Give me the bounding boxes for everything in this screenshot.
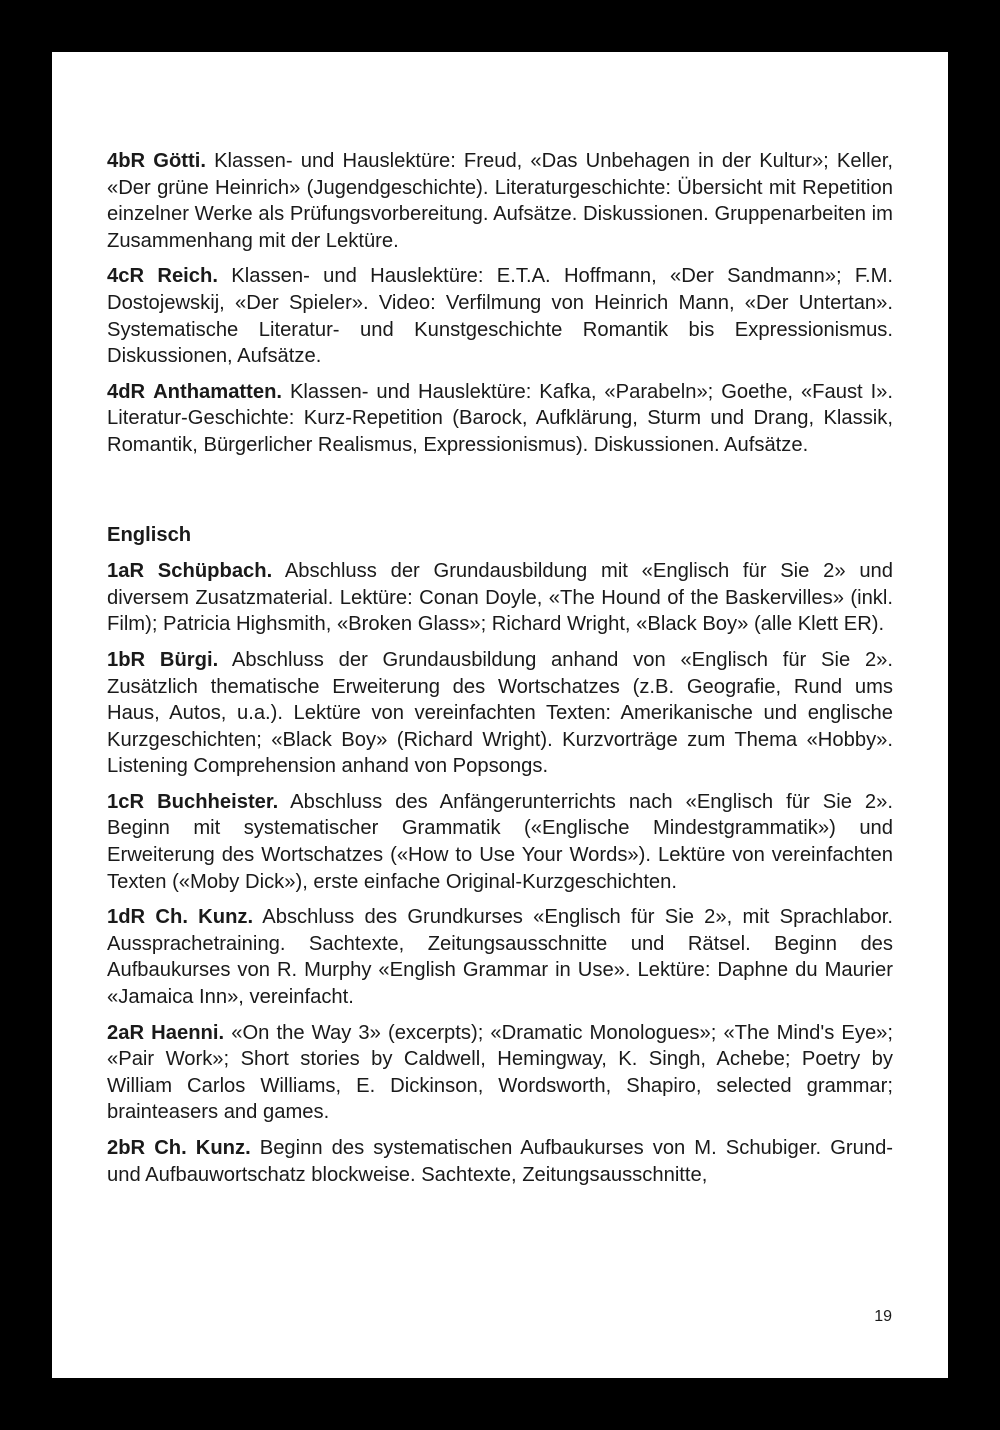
course-entry-2bR bbox=[107, 1135, 893, 1188]
teacher-name: Ch. Kunz. bbox=[154, 1137, 251, 1159]
teacher-name: Reich. bbox=[157, 265, 218, 288]
course-code: 1aR bbox=[107, 560, 145, 583]
section-heading-englisch: Englisch bbox=[107, 523, 192, 546]
course-entry-4dR bbox=[107, 379, 893, 459]
course-description: Abschluss des Grundkurses «Englisch für Sie 2», mit Sprachlabor. Aussprachetraining. Sachtexte, Zeitungsausschnitte und Rätsel. Beginn des Aufbaukurses von R. Murphy «English Grammar in Use». Lektüre: Daphne du Maurier «Jamaica Inn», vereinfacht. bbox=[107, 906, 893, 1009]
course-description: Abschluss der Grundausbildung anhand von «Englisch für Sie 2». Zusätzlich thematische Erweiterung des Wortschatzes (z.B. Geografie, Rund ums Haus, Autos, u.a.). Lektüre von vereinfachten Texten: Amerikanische und englische Kurzgeschichten; «Black Boy» (Richard Wright). Kurzvorträge zum Thema «Hobby». Listening Comprehension anhand von Popsongs. bbox=[107, 648, 894, 778]
course-entry-1aR bbox=[107, 558, 893, 638]
course-code: 4cR bbox=[107, 265, 145, 288]
teacher-name: Götti. bbox=[153, 150, 206, 172]
course-entry-4cR bbox=[107, 263, 893, 369]
teacher-name: Schüpbach. bbox=[157, 560, 273, 583]
document-page bbox=[52, 52, 948, 1378]
section-spacer bbox=[107, 468, 893, 522]
course-description: Abschluss der Grundausbildung mit «Englisch für Sie 2» und diversem Zusatzmaterial. Lektüre: Conan Doyle, «The Hound of the Baskervilles» (inkl. Film); Patricia Highsmith, «Broken Glass»; Richard Wright, «Black Boy» (alle Klett ER). bbox=[107, 560, 893, 636]
course-description: «On the Way 3» (excerpts); «Dramatic Monologues»; «The Mind's Eye»; «Pair Work»; Short stories by Caldwell, Hemingway, K. Singh, Achebe; Poetry by William Carlos Williams, E. Dickinson, Wordsworth, Shapiro, selected grammar; brainteasers and games. bbox=[107, 1021, 894, 1124]
course-code: 4dR bbox=[107, 380, 146, 403]
page-content bbox=[107, 148, 893, 1197]
teacher-name: Ch. Kunz. bbox=[155, 906, 254, 929]
course-description: Beginn des systematischen Aufbaukurses von M. Schubiger. Grund- und Aufbauwortschatz blockweise. Sachtexte, Zeitungsausschnitte, bbox=[107, 1137, 894, 1186]
course-entry-2aR bbox=[107, 1020, 893, 1126]
course-code: 4bR bbox=[107, 150, 146, 172]
course-code: 2aR bbox=[107, 1021, 145, 1044]
course-code: 1bR bbox=[107, 648, 146, 671]
course-entry-1dR bbox=[107, 904, 893, 1010]
page-number: 19 bbox=[874, 1308, 892, 1325]
course-description: Klassen- und Hauslektüre: E.T.A. Hoffmann, «Der Sandmann»; F.M. Dostojewskij, «Der Spieler». Video: Verfilmung von Heinrich Mann, «Der Untertan». Systematische Literatur- und Kunstgeschichte Romantik bis Expressionismus. Diskussionen, Aufsätze. bbox=[107, 265, 894, 368]
teacher-name: Buchheister. bbox=[157, 790, 279, 813]
teacher-name: Bürgi. bbox=[159, 648, 219, 671]
course-description: Abschluss des Anfängerunterrichts nach «Englisch für Sie 2». Beginn mit systematischer Grammatik («Englische Mindestgrammatik») und Erweiterung des Wortschatzes («How to Use Your Words»). Lektüre von vereinfachten Texten («Moby Dick»), erste einfache Original-Kurzgeschichten. bbox=[107, 790, 893, 893]
course-code: 1dR bbox=[107, 906, 146, 929]
course-code: 1cR bbox=[107, 790, 145, 813]
course-code: 2bR bbox=[107, 1137, 146, 1159]
course-description: Klassen- und Hauslektüre: Kafka, «Parabeln»; Goethe, «Faust I». Literatur-Geschichte: Kurz-Repetition (Barock, Aufklärung, Sturm und Drang, Klassik, Romantik, Bürgerlicher Realismus, Expressionismus). Diskussionen. Aufsätze. bbox=[107, 380, 894, 456]
course-entry-1bR bbox=[107, 647, 893, 780]
teacher-name: Anthamatten. bbox=[153, 380, 283, 403]
course-entry-4bR bbox=[107, 148, 893, 254]
course-description: Klassen- und Hauslektüre: Freud, «Das Unbehagen in der Kultur»; Keller, «Der grüne Heinrich» (Jugendgeschichte). Literaturgeschichte: Übersicht mit Repetition einzelner Werke als Prüfungsvorbereitung. Aufsätze. Diskussionen. Gruppenarbeiten im Zusammenhang mit der Lektüre. bbox=[107, 150, 894, 252]
course-entry-1cR bbox=[107, 789, 893, 895]
teacher-name: Haenni. bbox=[151, 1021, 225, 1044]
